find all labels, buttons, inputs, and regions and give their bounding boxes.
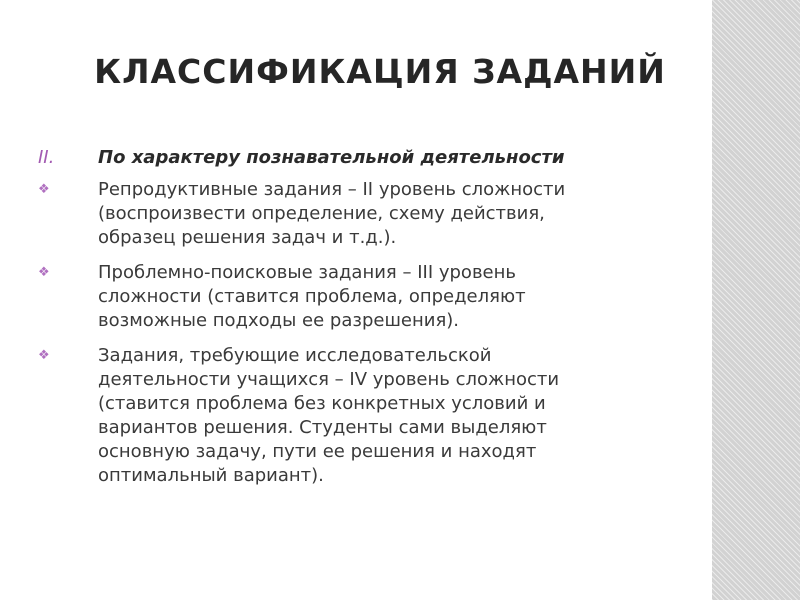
list-item-text [98,344,658,488]
roman-numeral-marker: II. [38,147,55,168]
heading-row [0,146,710,170]
list-item-text [98,178,658,250]
text-line: Репродуктивные задания – II уровень сложности [98,179,566,200]
section-heading: По характеру познавательной деятельности [98,147,565,168]
diamond-ornament-icon: ❖ [38,265,50,280]
text-line: вариантов решения. Студенты сами выделяют [98,417,547,438]
list-item [0,261,710,333]
text-line: (ставится проблема без конкретных условий и [98,393,546,414]
list-item-text [98,261,658,333]
text-line: Задания, требующие исследовательской [98,345,492,366]
text-line: (воспроизвести определение, схему действия, [98,203,545,224]
text-line: Проблемно-поисковые задания – III уровень [98,262,516,283]
text-line: сложности (ставится проблема, определяют [98,286,526,307]
list-item [0,178,710,250]
slide-title: КЛАССИФИКАЦИЯ ЗАДАНИЙ [94,52,666,91]
diamond-ornament-icon: ❖ [38,348,50,363]
list-item [0,344,710,488]
text-line: деятельности учащихся – IV уровень сложности [98,369,560,390]
text-line: основную задачу, пути ее решения и находят [98,441,537,462]
text-line: оптимальный вариант). [98,465,324,486]
diamond-ornament-icon: ❖ [38,182,50,197]
text-line: возможные подходы ее разрешения). [98,310,460,331]
slide-content [0,146,710,488]
decorative-side-band [712,0,800,600]
text-line: образец решения задач и т.д.). [98,227,397,248]
